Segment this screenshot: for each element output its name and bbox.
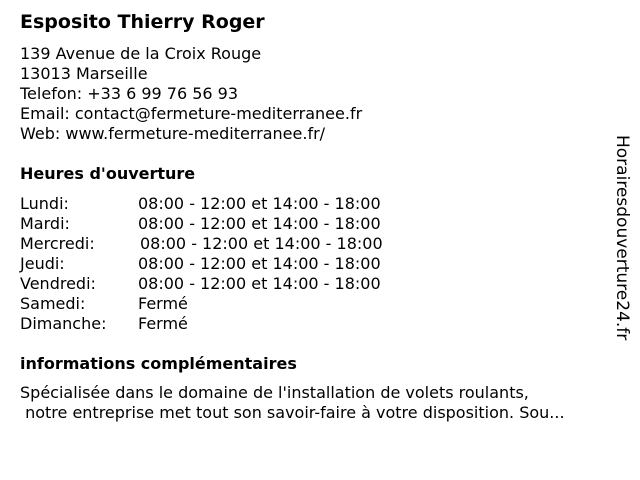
hours-time: Fermé [138,314,188,333]
hours-time: 08:00 - 12:00 et 14:00 - 18:00 [138,254,381,273]
address-line-2: 13013 Marseille [20,64,148,83]
business-name: Esposito Thierry Roger [20,11,265,33]
info-section-title: informations complémentaires [20,354,297,373]
hours-time: 08:00 - 12:00 et 14:00 - 18:00 [138,214,381,233]
hours-day: Dimanche: [20,314,107,333]
description-line-2: notre entreprise met tout son savoir-faire à votre disposition. Sou... [20,403,565,422]
hours-day: Lundi: [20,194,69,213]
hours-day: Mercredi: [20,234,95,253]
hours-time: 08:00 - 12:00 et 14:00 - 18:00 [138,274,381,293]
hours-time: Fermé [138,294,188,313]
description-line-1: Spécialisée dans le domaine de l'installation de volets roulants, [20,383,529,402]
site-watermark: Horairesdouverture24.fr [612,135,632,341]
business-description [20,383,565,423]
hours-time: 08:00 - 12:00 et 14:00 - 18:00 [138,194,381,213]
hours-day: Jeudi: [20,254,65,273]
web-line: Web: www.fermeture-mediterranee.fr/ [20,124,326,143]
address-line-1: 139 Avenue de la Croix Rouge [20,44,262,63]
contact-block [20,44,362,144]
hours-section-title: Heures d'ouverture [20,164,196,183]
email-line: Email: contact@fermeture-mediterranee.fr [20,104,363,123]
hours-day: Samedi: [20,294,86,313]
hours-time: 08:00 - 12:00 et 14:00 - 18:00 [140,234,383,253]
hours-day: Mardi: [20,214,70,233]
hours-day: Vendredi: [20,274,96,293]
phone-line: Telefon: +33 6 99 76 56 93 [20,84,239,103]
